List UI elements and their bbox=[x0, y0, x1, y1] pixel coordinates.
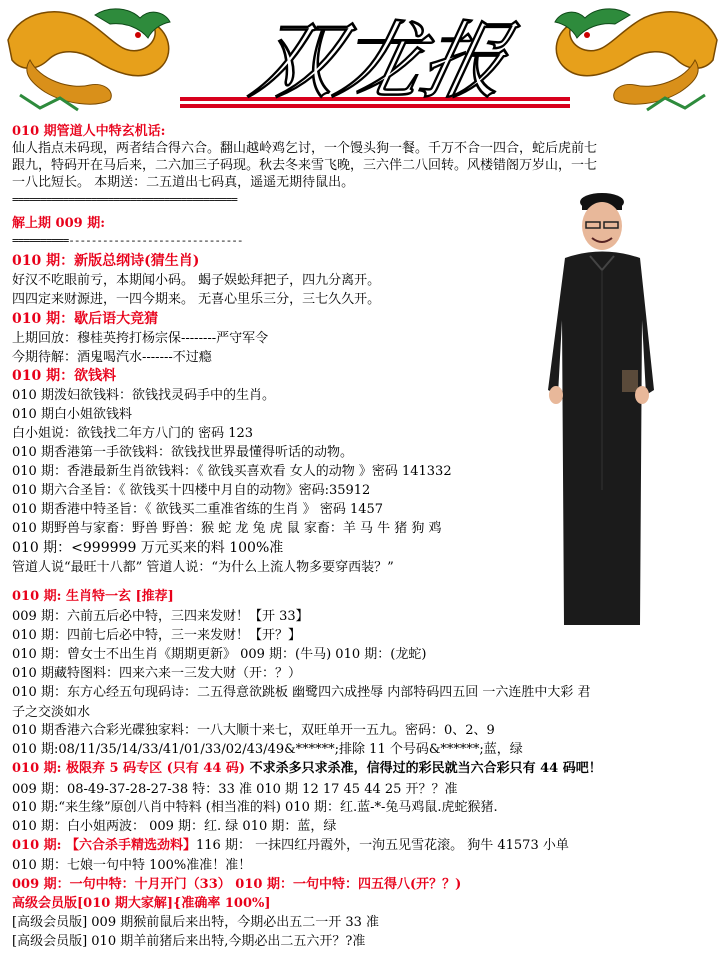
text-line-l18 bbox=[12, 444, 353, 461]
text-line-l33 bbox=[12, 741, 523, 758]
text-segment: 010 期香港中特圣旨：《 欲钱买二重准省练的生肖 》 密码 1457 bbox=[12, 502, 384, 517]
text-segment: 上期回放：穆桂英挎打杨宗保--------严守军令 bbox=[12, 331, 269, 346]
text-line-l6 bbox=[12, 215, 105, 232]
text-segment: 009 期：六前五后必中特，三四来发财！【开 33】 bbox=[12, 609, 309, 624]
text-segment: 010 期：欲钱料 bbox=[12, 368, 117, 384]
text-segment: 010 期：香港最新生肖欲钱料：《 欲钱买喜欢看 女人的动物 》密码 141332 bbox=[12, 464, 452, 479]
text-line-l30 bbox=[12, 684, 590, 701]
scholar-figure-icon bbox=[530, 190, 670, 625]
text-line-l31 bbox=[12, 704, 90, 721]
text-segment: 010 期:08/11/35/14/33/41/01/33/02/43/49&******;排除 11 个号码&******;蓝，绿 bbox=[12, 742, 523, 757]
text-segment: 四四定来财源进，一四今期来。 无喜心里乐三分，三七久久开。 bbox=[12, 292, 381, 307]
text-line-l23 bbox=[12, 540, 283, 557]
text-line-l36 bbox=[12, 799, 498, 816]
text-segment: ======================================== bbox=[12, 193, 237, 206]
text-segment: 010 期野兽与家畜：野兽 野兽：猴 蛇 龙 兔 虎 鼠 家畜：羊 马 牛 猪 狗 鸡 bbox=[12, 521, 442, 536]
text-segment: 子之交淡如水 bbox=[12, 705, 91, 720]
text-line-l42 bbox=[12, 914, 379, 931]
text-segment: 010 期：东方心经五句现码诗：二五得意欲跳板 幽鹭四六成挫辱 内部特码四五回 一六连胜中大彩 君 bbox=[12, 685, 591, 700]
text-line-l1 bbox=[12, 123, 165, 140]
text-line-l10 bbox=[12, 291, 380, 308]
text-segment: 010 期：七娘一句中特 100%准准！准！ bbox=[12, 858, 252, 873]
text-segment: 跟九，特码开在马后来，二六加三子码现。秋去冬来雪飞晚，三六伴二八回转。风楼错阁万岁山，一七 bbox=[12, 158, 598, 173]
masthead bbox=[0, 0, 725, 118]
text-line-l15 bbox=[12, 387, 275, 404]
text-line-l17 bbox=[12, 425, 253, 442]
text-segment: 010 期：<999999 万元买来的料 100%准 bbox=[12, 540, 284, 556]
text-line-l25 bbox=[12, 588, 174, 605]
text-segment: 解上期 009 期: bbox=[12, 216, 105, 231]
text-line-l5 bbox=[12, 193, 237, 206]
text-segment: 116 期： 一抹四红丹霞外，一泃五见雪花滚。 狗牛 41573 小单 bbox=[196, 838, 569, 853]
text-segment: 管道人说“最旺十八都” 管道人说：“为什么上流人物多要穿西装？” bbox=[12, 560, 394, 575]
text-line-l34 bbox=[12, 760, 602, 777]
text-segment: 010 期香港六合彩光碟独家料：一八大顺十来七，双旺单开一五九。密码：0、2、9 bbox=[12, 723, 495, 738]
text-segment: 010 期：曾女士不出生肖《期期更新》 009 期：(牛马) 010 期：(龙蛇) bbox=[12, 647, 427, 662]
masthead-title: 双龙报 bbox=[243, 12, 517, 111]
text-segment: 009 期：一句中特：十月开门（33） 010 期：一句中特：四五得八(开？？) bbox=[12, 877, 462, 892]
text-line-l14 bbox=[12, 368, 116, 385]
text-segment: 010 期泼妇欲钱料：欲钱找灵码手中的生肖。 bbox=[12, 388, 275, 403]
text-segment: 010 期香港第一手欲钱料：欲钱找世界最懂得听话的动物。 bbox=[12, 445, 353, 460]
text-segment: 今期待解：酒鬼喝汽水-------不过瘾 bbox=[12, 350, 212, 365]
text-segment: [高级会员版] 009 期猴前鼠后来出特，今期必出五二一开 33 准 bbox=[12, 915, 380, 930]
text-segment: [高级会员版] 010 期羊前猪后来出特,今期必出二五六开？?准 bbox=[12, 934, 366, 949]
text-segment: 010 期：歇后语大竞猜 bbox=[12, 311, 159, 327]
text-line-l13 bbox=[12, 349, 212, 366]
text-segment: 010 期白小姐欲钱料 bbox=[12, 407, 132, 422]
text-segment: 010 期: bbox=[12, 838, 66, 853]
text-line-l29 bbox=[12, 665, 301, 682]
text-line-l38 bbox=[12, 837, 569, 854]
text-line-l43 bbox=[12, 933, 365, 950]
text-segment: 010 期：新版总纲诗(猜生肖) bbox=[12, 253, 200, 269]
text-line-l22 bbox=[12, 520, 442, 537]
text-segment: 009 期：08-49-37-28-27-38 特：33 准 010 期 12 17 45 44 25 开？？准 bbox=[12, 782, 458, 797]
text-line-l12 bbox=[12, 330, 268, 347]
text-line-l19 bbox=[12, 463, 452, 480]
text-segment: 一八比短长。 本期送：二五道出七码真，遥遥无期待鼠出。 bbox=[12, 175, 355, 190]
text-line-l39 bbox=[12, 857, 251, 874]
text-line-l27 bbox=[12, 627, 301, 644]
text-segment: 010 期：白小姐两波： 009 期：红. 绿 010 期：蓝，绿 bbox=[12, 819, 337, 834]
text-line-l24 bbox=[12, 559, 394, 576]
text-segment: 好汉不吃眼前亏，本期闻小码。 蝎子娱蚣拜把子，四九分离开。 bbox=[12, 273, 381, 288]
text-line-l41 bbox=[12, 895, 271, 912]
left-dragon-icon bbox=[8, 9, 170, 110]
right-dragon-icon bbox=[555, 9, 717, 110]
text-line-l21 bbox=[12, 501, 383, 518]
text-segment: 010 期: 极限弃 5 码专区 (只有 44 码) bbox=[12, 761, 250, 776]
masthead-graphic bbox=[0, 0, 725, 118]
text-segment: 010 期六合圣旨：《 欲钱买十四楼中月自的动物》密码:35912 bbox=[12, 483, 371, 498]
text-line-l8 bbox=[12, 253, 199, 270]
text-line-l3 bbox=[12, 157, 597, 174]
text-line-l32 bbox=[12, 722, 495, 739]
text-segment: 010 期: 生肖特一玄 [推荐] bbox=[12, 589, 174, 604]
text-line-l4 bbox=[12, 174, 354, 191]
text-line-l37 bbox=[12, 818, 336, 835]
text-line-l2 bbox=[12, 140, 597, 157]
text-segment: 不求杀多只求杀准，信得过的彩民就当六合彩只有 44 码吧！ bbox=[249, 761, 602, 776]
text-segment: 010 期：四前七后必中特，三一来发财！【开？】 bbox=[12, 628, 301, 643]
text-segment: 010 期管道人中特玄机话: bbox=[12, 124, 166, 139]
text-segment: 白小姐说：欲钱找二年方八门的 密码 123 bbox=[12, 426, 254, 441]
text-line-l11 bbox=[12, 311, 158, 328]
text-line-l40 bbox=[12, 876, 461, 893]
text-line-l9 bbox=[12, 272, 380, 289]
text-line-l7 bbox=[12, 234, 243, 247]
text-line-l16 bbox=[12, 406, 132, 423]
text-segment: 010 期藏特图料：四来六来一三发大财（开：？） bbox=[12, 666, 301, 681]
text-segment: 高级会员版[010 期大家解]{准确率 100%] bbox=[12, 896, 271, 911]
text-line-l28 bbox=[12, 646, 426, 663]
text-segment: ==========------------------------------- bbox=[12, 234, 243, 247]
text-line-l26 bbox=[12, 608, 309, 625]
text-segment: 010 期:“来生缘”原创八肖中特料 (相当准的料) 010 期：红.蓝-*-兔马鸡鼠.虎蛇猴猪. bbox=[12, 800, 498, 815]
text-line-l35 bbox=[12, 781, 458, 798]
text-segment: 仙人指点未码现，两者结合得六合。翻山越岭鸡乞讨，一个馒头狗一餐。千万不合一四合，蛇后虎前七 bbox=[12, 141, 598, 156]
text-line-l20 bbox=[12, 482, 370, 499]
text-segment: 【六合杀手精选劲料】 bbox=[66, 838, 197, 853]
